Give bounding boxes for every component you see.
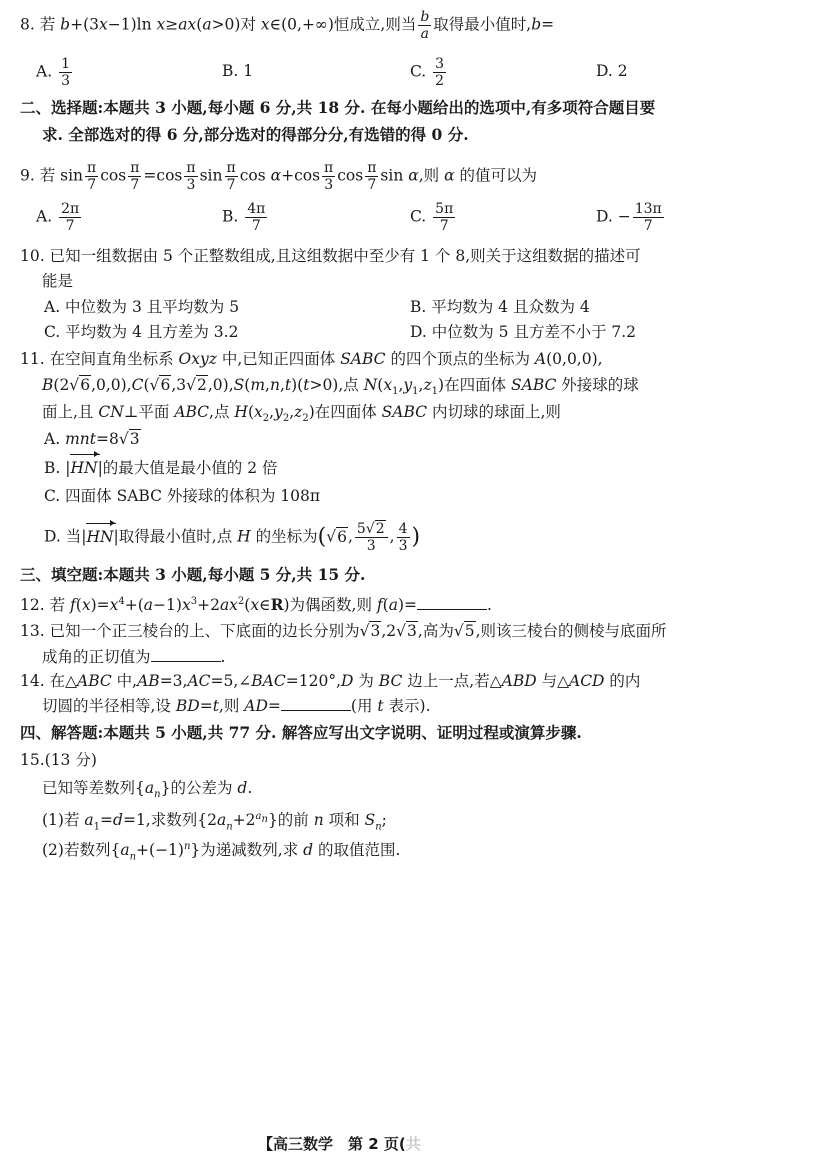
question-13-line2: 成角的正切值为 .: [42, 648, 226, 666]
question-11-line2: B(2√6,0,0),C(√6,3√2,0),S(m,n,t)(t>0),点 $N(x_1,y_1,z_1)$在四面体 SABC 外接球的球: [42, 376, 639, 398]
question-10-option-b: B. 平均数为 4 且众数为 4: [410, 298, 590, 316]
question-13-line1: 13. 已知一个正三棱台的上、下底面的边长分别为√3,2√3,高为√5,则该三棱台的侧棱与底面所: [20, 622, 667, 640]
question-14-line1: 14. 在△ABC 中,AB=3,AC=5,∠BAC=120°,D 为 BC 边上一点,若△ABD 与△ACD 的内: [20, 672, 641, 690]
page-footer: [258, 1133, 421, 1154]
question-10-line2: 能是: [42, 272, 74, 290]
section-2-heading-line1: 二、选择题:本题共 3 小题,每小题 6 分,共 18 分. 在每小题给出的选项中,有多项符合题目要: [20, 98, 656, 117]
question-8-option-b: B. 1: [222, 62, 254, 80]
footer-faded-text: 共: [405, 1135, 421, 1153]
question-11-option-c: C. 四面体 SABC 外接球的体积为 108π: [44, 487, 321, 505]
question-12: 12. 若 $f(x)=x^4+(a-1)x^3+2ax^2(x\in R)$为偶函数,则 f(a)= .: [20, 595, 492, 615]
question-11-line1: 11. 在空间直角坐标系 Oxyz 中,已知正四面体 SABC 的四个顶点的坐标为 A(0,0,0),: [20, 350, 603, 368]
question-11-option-d: D. 当|HN|取得最小值时,点 H 的坐标为(√6, $\frac{5√2}{3}$ , $\frac{4}{3}$ ): [44, 521, 421, 554]
question-10-option-a: A. 中位数为 3 且平均数为 5: [44, 298, 240, 316]
question-14-line2: 切圆的半径相等,设 BD=t,则 AD= (用 t 表示).: [42, 697, 431, 715]
question-9-option-b: B. $\frac{4\pi}{7}$: [222, 201, 266, 234]
question-15-part2: (2)若数列$\{a_n+(-1)^n\}$为递减数列,求 d 的取值范围.: [42, 841, 401, 863]
question-10-option-c: C. 平均数为 4 且方差为 3.2: [44, 323, 239, 341]
question-11-option-b: B. |HN|的最大值是最小值的 2 倍: [44, 459, 278, 477]
question-11-line3: 面上,且 CN⊥平面 ABC,点 $H(x_2,y_2,z_2)$在四面体 SABC 内切球的球面上,则: [42, 403, 561, 425]
question-8-option-a: A. $\frac{1}{3}$: [36, 56, 70, 89]
question-8-option-c: C. $\frac{3}{2}$: [410, 56, 445, 89]
question-11-option-a: A. mnt=8√3: [44, 430, 140, 448]
section-2-heading-line2: 求. 全部选对的得 6 分,部分选对的得部分分,有选错的得 0 分.: [42, 125, 469, 144]
footer-text: 【高三数学 第 2 页(: [258, 1135, 406, 1153]
question-9-option-a: A. $\frac{2\pi}{7}$: [36, 201, 80, 234]
question-8-option-d: D. 2: [596, 62, 628, 80]
question-15-head: 15.(13 分): [20, 751, 97, 769]
question-10-line1: 10. 已知一组数据由 5 个正整数组成,且这组数据中至少有 1 个 8,则关于这组数据的描述可: [20, 247, 641, 265]
question-9-stem: 9. 若 sin $\frac{\pi}{7}$ cos $\frac{\pi}{7}$ =cos $\frac{\pi}{3}$ sin $\frac{\pi}{7}$ cos α+cos $\frac{\pi}{3}$ cos $\frac{\pi}{7}$ sin α,则 α 的值可以为: [20, 160, 537, 193]
question-15-part1: (1)若 $a_1=d=1$,求数列$\{2a_n+2^{a_n}\}$的前 n 项和 $S_n$;: [42, 811, 387, 833]
question-8-stem: 8. 若 b+(3x−1)ln x≥ax(a>0)对 x∈(0,+∞)恒成立,则当 $\frac{b}{a}$ 取得最小值时,b=: [20, 9, 555, 42]
question-15-line1: 已知等差数列$\{a_n\}$的公差为 d.: [42, 779, 253, 801]
question-10-option-d: D. 中位数为 5 且方差不小于 7.2: [410, 323, 637, 341]
section-3-heading: 三、填空题:本题共 3 小题,每小题 5 分,共 15 分.: [20, 565, 366, 584]
section-4-heading: 四、解答题:本题共 5 小题,共 77 分. 解答应写出文字说明、证明过程或演算步骤.: [20, 723, 582, 742]
question-9-option-c: C. $\frac{5\pi}{7}$: [410, 201, 454, 234]
question-9-option-d: D. − $\frac{13\pi}{7}$: [596, 201, 662, 234]
